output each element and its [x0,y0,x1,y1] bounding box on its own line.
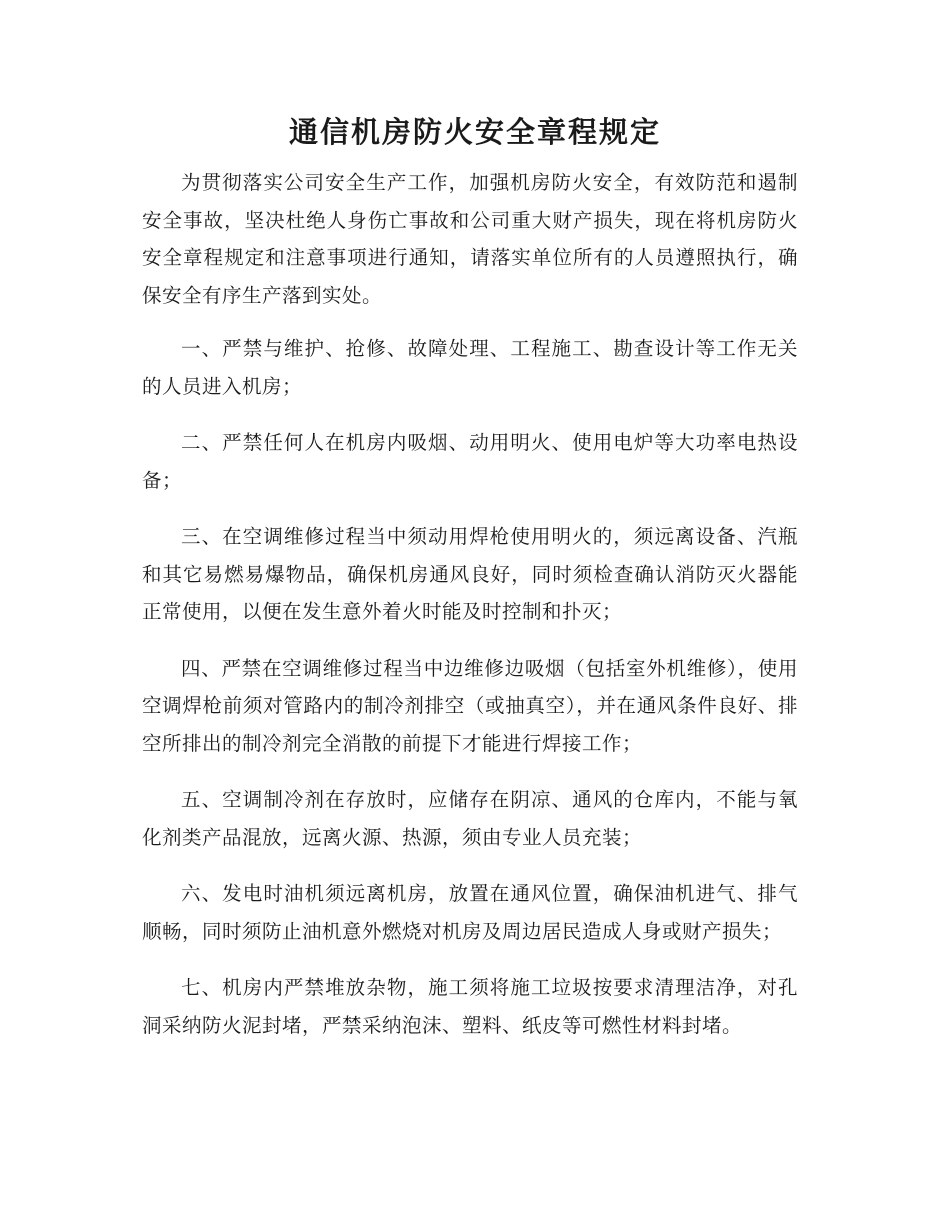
document-title: 通信机房防火安全章程规定 [288,115,661,149]
intro-paragraph: 为贯彻落实公司安全生产工作，加强机房防火安全，有效防范和遏制安全事故，坚决杜绝人身伤亡事故和公司重大财产损失，现在将机房防火安全章程规定和注意事项进行通知，请落实单位所有的人员遵照执行，确保安全有序生产落到实处。 [142,171,798,307]
rule-item-2: 二、严禁任何人在机房内吸烟、动用明火、使用电炉等大功率电热设备； [142,431,798,492]
rule-item-6: 六、发电时油机须远离机房，放置在通风位置，确保油机进气、排气顺畅，同时须防止油机意外燃烧对机房及周边居民造成人身或财产损失； [142,882,798,943]
rule-item-1: 一、严禁与维护、抢修、故障处理、工程施工、勘查设计等工作无关的人员进入机房； [142,337,798,398]
rule-item-3: 三、在空调维修过程当中须动用焊枪使用明火的，须远离设备、汽瓶和其它易燃易爆物品，确保机房通风良好，同时须检查确认消防灭火器能正常使用，以便在发生意外着火时能及时控制和扑灭； [142,525,798,623]
rule-item-4: 四、严禁在空调维修过程当中边维修边吸烟（包括室外机维修），使用空调焊枪前须对管路内的制冷剂排空（或抽真空），并在通风条件良好、排空所排出的制冷剂完全消散的前提下才能进行焊接工作； [142,656,798,755]
rule-item-5: 五、空调制冷剂在存放时，应储存在阴凉、通风的仓库内，不能与氧化剂类产品混放，远离火源、热源，须由专业人员充装； [142,788,798,849]
rule-item-7: 七、机房内严禁堆放杂物，施工须将施工垃圾按要求清理洁净，对孔洞采纳防火泥封堵，严禁采纳泡沫、塑料、纸皮等可燃性材料封堵。 [142,976,798,1037]
